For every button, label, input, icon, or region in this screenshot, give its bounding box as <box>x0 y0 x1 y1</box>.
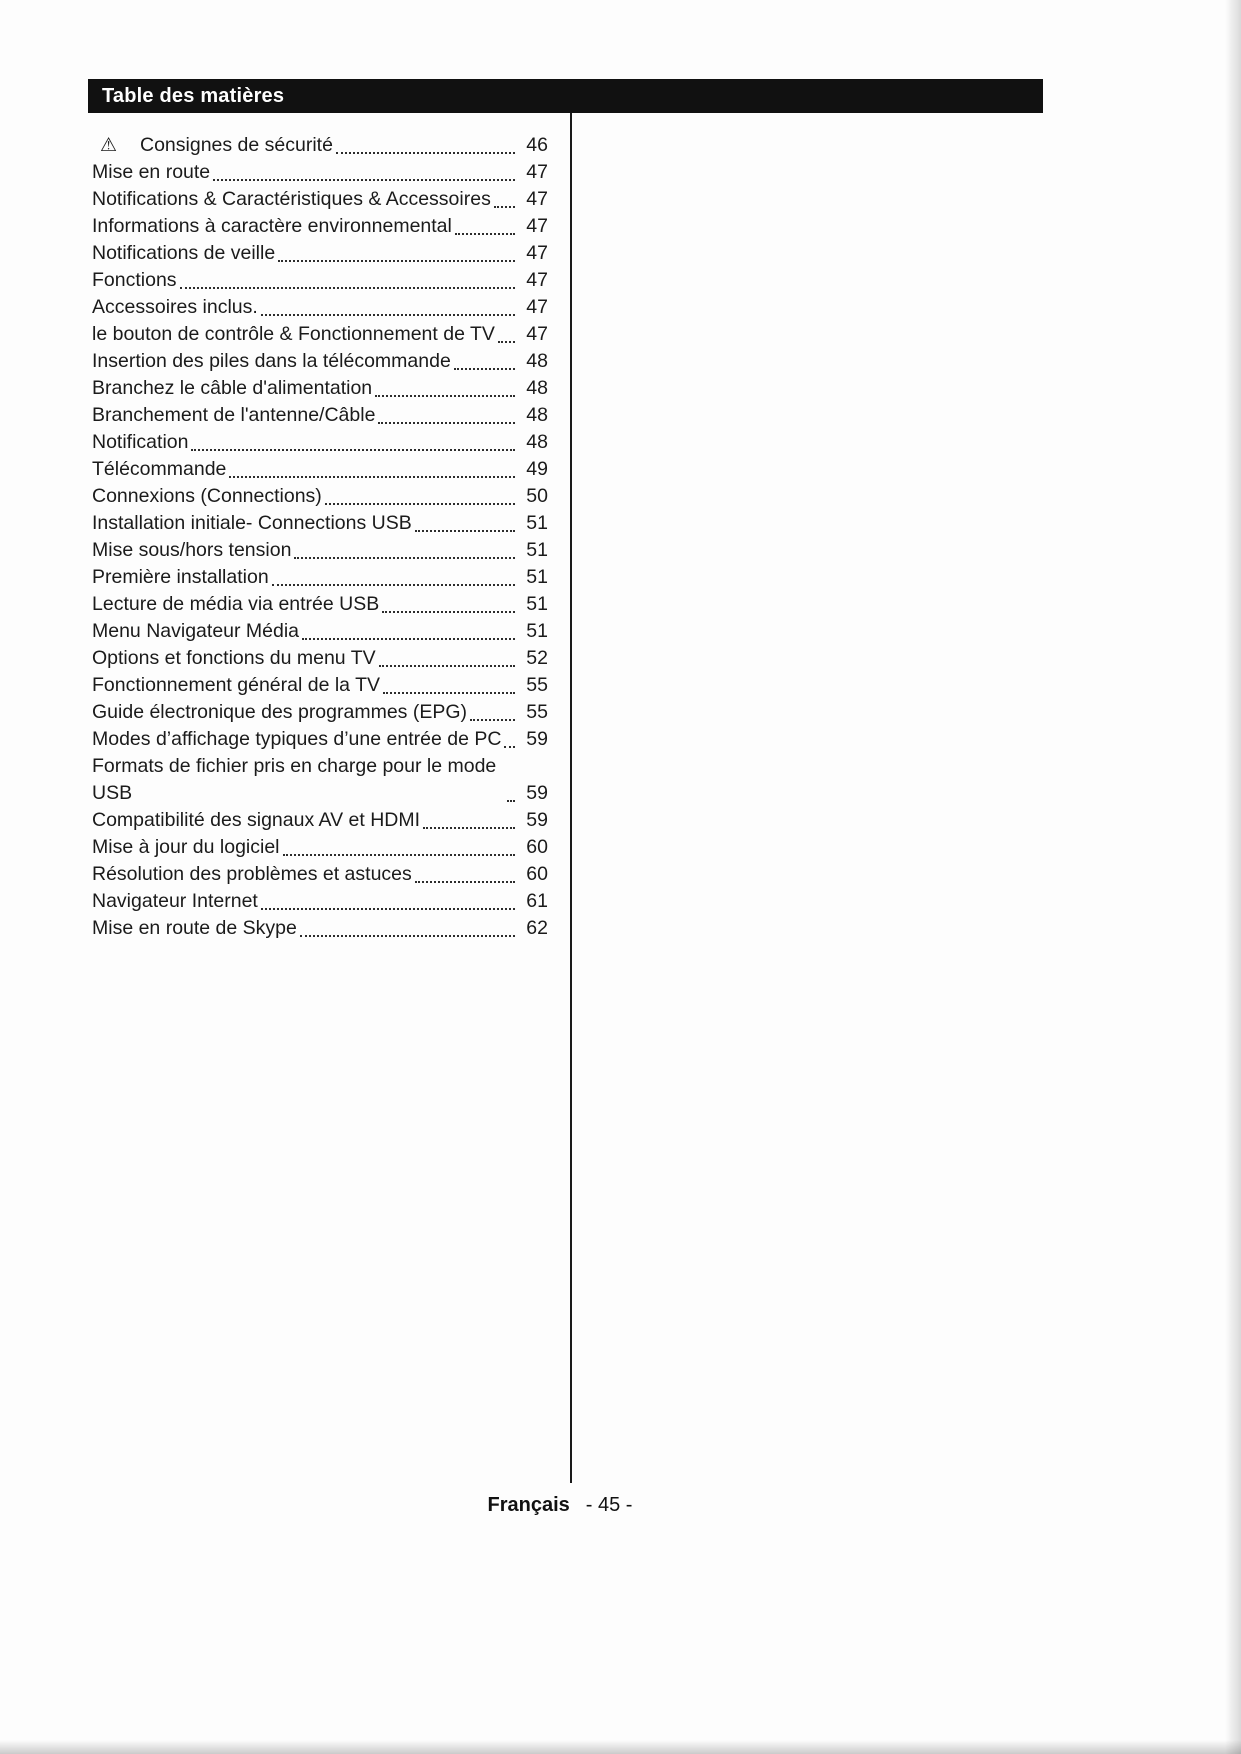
toc-entry <box>92 753 548 807</box>
toc-entry <box>92 591 548 618</box>
toc-entry-label: Formats de fichier pris en charge pour le mode USB <box>92 755 497 804</box>
toc-entry-label: Notifications de veille <box>92 242 276 264</box>
toc-entry-label: Modes d’affichage typiques d’une entrée de PC <box>92 728 502 750</box>
toc-entry-label: Mise à jour du logiciel <box>92 836 280 858</box>
toc-entry-page: 61 <box>526 890 548 912</box>
toc-leader-dots <box>325 503 515 505</box>
toc-leader-dots <box>180 287 515 289</box>
toc-entry-page: 47 <box>526 296 548 318</box>
footer-page-number: - 45 - <box>585 1494 633 1516</box>
toc-entry-label: Branchez le câble d'alimentation <box>92 377 373 399</box>
toc-entry-label: Informations à caractère environnemental <box>92 215 452 237</box>
page-footer <box>0 1494 1120 1517</box>
toc-entry-page: 55 <box>526 674 548 696</box>
toc-entry-page: 59 <box>526 809 548 831</box>
toc-leader-dots <box>504 746 515 748</box>
toc-leader-dots <box>191 449 515 451</box>
toc-entry-label: Résolution des problèmes et astuces <box>92 863 412 885</box>
toc-entry-page: 51 <box>526 620 548 642</box>
toc-entry-page: 46 <box>526 134 548 156</box>
toc-leader-dots <box>454 368 515 370</box>
toc-entry-label: Première installation <box>92 566 269 588</box>
toc-entry-label: Lecture de média via entrée USB <box>92 593 380 615</box>
toc-entry <box>92 132 548 159</box>
toc-leader-dots <box>379 665 515 667</box>
toc-entry <box>92 834 548 861</box>
toc-entry <box>92 915 548 942</box>
toc-entry <box>92 699 548 726</box>
toc-entry-label: Menu Navigateur Média <box>92 620 300 642</box>
toc-entry <box>92 861 548 888</box>
toc-entry-label: Guide électronique des programmes (EPG) <box>92 701 468 723</box>
toc-leader-dots <box>261 908 515 910</box>
toc-leader-dots <box>278 260 515 262</box>
toc-entry <box>92 483 548 510</box>
toc-entry <box>92 807 548 834</box>
toc-leader-dots <box>283 854 515 856</box>
toc-entry-page: 47 <box>526 242 548 264</box>
toc-leader-dots <box>294 557 515 559</box>
toc-entry-label: Mise en route de Skype <box>92 917 297 939</box>
toc-entry-label: Branchement de l'antenne/Câble <box>92 404 376 426</box>
toc-entry-page: 47 <box>526 188 548 210</box>
toc-entry <box>92 294 548 321</box>
toc-entry <box>92 456 548 483</box>
toc-leader-dots <box>455 233 515 235</box>
toc-entry-page: 48 <box>526 350 548 372</box>
toc-entry-page: 62 <box>526 917 548 939</box>
toc-list <box>92 132 548 942</box>
toc-entry-page: 60 <box>526 863 548 885</box>
toc-entry <box>92 618 548 645</box>
toc-entry-page: 59 <box>526 728 548 750</box>
toc-entry-label: Mise sous/hors tension <box>92 539 292 561</box>
toc-entry <box>92 645 548 672</box>
toc-leader-dots <box>213 179 515 181</box>
toc-entry <box>92 348 548 375</box>
toc-entry-label: Notifications & Caractéristiques & Accessoires <box>92 188 491 210</box>
toc-leader-dots <box>423 827 515 829</box>
toc-entry-label: Options et fonctions du menu TV <box>92 647 376 669</box>
toc-entry <box>92 672 548 699</box>
toc-entry <box>92 429 548 456</box>
toc-entry-page: 50 <box>526 485 548 507</box>
toc-leader-dots <box>378 422 515 424</box>
toc-entry-page: 60 <box>526 836 548 858</box>
toc-entry-label: Mise en route <box>92 161 211 183</box>
toc-entry-page: 59 <box>526 782 548 804</box>
toc-entry-label: Compatibilité des signaux AV et HDMI <box>92 809 421 831</box>
toc-leader-dots <box>383 692 515 694</box>
toc-leader-dots <box>507 800 515 802</box>
toc-entry-label: Télécommande <box>92 458 227 480</box>
toc-entry-page: 47 <box>526 269 548 291</box>
toc-entry-page: 52 <box>526 647 548 669</box>
toc-entry <box>92 267 548 294</box>
toc-entry-page: 55 <box>526 701 548 723</box>
toc-entry <box>92 564 548 591</box>
toc-entry-page: 47 <box>526 161 548 183</box>
toc-leader-dots <box>415 881 515 883</box>
toc-entry-label: Fonctionnement général de la TV <box>92 674 380 696</box>
toc-leader-dots <box>300 935 515 937</box>
toc-entry-label: le bouton de contrôle & Fonctionnement de TV <box>92 323 495 345</box>
toc-entry <box>92 726 548 753</box>
toc-entry <box>92 510 548 537</box>
toc-entry-label: Installation initiale- Connections USB <box>92 512 412 534</box>
toc-entry-page: 51 <box>526 566 548 588</box>
toc-entry-page: 47 <box>526 323 548 345</box>
toc-entry <box>92 375 548 402</box>
toc-leader-dots <box>382 611 515 613</box>
toc-entry-label: Fonctions <box>92 269 177 291</box>
toc-entry-label: Insertion des piles dans la télécommande <box>92 350 451 372</box>
toc-entry-page: 51 <box>526 539 548 561</box>
toc-entry-label: Accessoires inclus. <box>92 296 258 318</box>
toc-entry-label: Notification <box>92 431 189 453</box>
toc-entry-page: 48 <box>526 404 548 426</box>
toc-leader-dots <box>272 584 515 586</box>
toc-entry-page: 51 <box>526 593 548 615</box>
toc-entry-page: 47 <box>526 215 548 237</box>
toc-entry <box>92 537 548 564</box>
toc-leader-dots <box>302 638 515 640</box>
toc-leader-dots <box>415 530 515 532</box>
scan-edge-shadow-bottom <box>0 1740 1241 1754</box>
toc-entry <box>92 240 548 267</box>
toc-entry-label: Navigateur Internet <box>92 890 258 912</box>
toc-entry <box>92 213 548 240</box>
toc-entry <box>92 321 548 348</box>
toc-leader-dots <box>261 314 515 316</box>
toc-leader-dots <box>498 341 515 343</box>
footer-language: Français <box>487 1494 570 1516</box>
toc-leader-dots <box>470 719 515 721</box>
column-divider <box>570 113 572 1483</box>
section-header-bar <box>88 79 1043 113</box>
toc-leader-dots <box>375 395 515 397</box>
toc-leader-dots <box>336 152 515 154</box>
scan-edge-shadow-right <box>1225 0 1241 1754</box>
toc-entry-page: 48 <box>526 377 548 399</box>
toc-entry-page: 49 <box>526 458 548 480</box>
toc-entry-label: Consignes de sécurité <box>140 134 333 156</box>
section-title: Table des matières <box>102 84 285 107</box>
toc-leader-dots <box>494 206 515 208</box>
toc-entry <box>92 888 548 915</box>
toc-entry <box>92 186 548 213</box>
toc-leader-dots <box>229 476 515 478</box>
warning-icon: ⚠ <box>100 135 118 156</box>
toc-entry <box>92 402 548 429</box>
toc-entry-label: Connexions (Connections) <box>92 485 322 507</box>
toc-entry-page: 51 <box>526 512 548 534</box>
toc-entry-page: 48 <box>526 431 548 453</box>
toc-entry <box>92 159 548 186</box>
